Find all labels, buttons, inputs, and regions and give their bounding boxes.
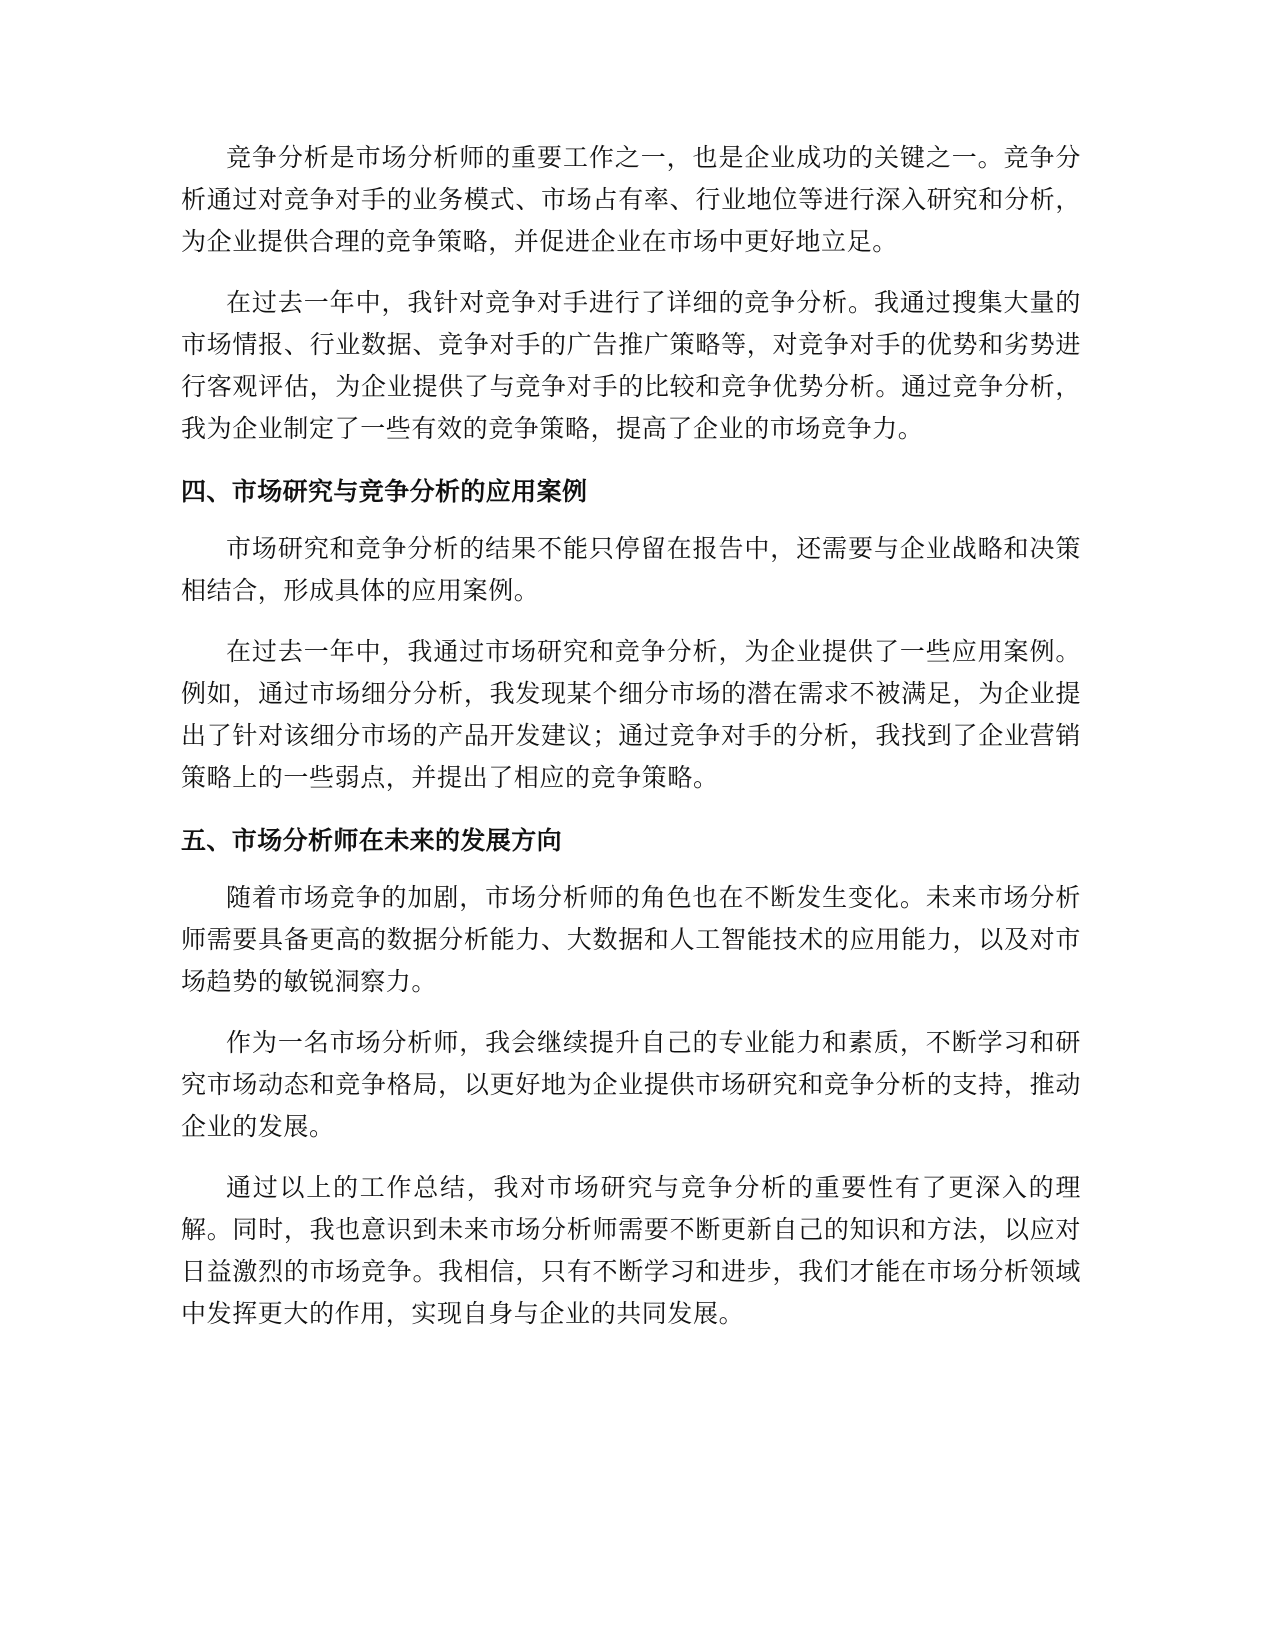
section-heading-application-cases: 四、市场研究与竞争分析的应用案例 <box>181 477 588 506</box>
document-page <box>181 137 1081 1354</box>
paragraph-competition-analysis-intro: 竞争分析是市场分析师的重要工作之一，也是企业成功的关键之一。竞争分析通过对竞争对手的业务模式、市场占有率、行业地位等进行深入研究和分析，为企业提供合理的竞争策略，并促进企业在市场中更好地立足。 <box>181 143 1081 256</box>
paragraph-future-self-improvement: 作为一名市场分析师，我会继续提升自己的专业能力和素质，不断学习和研究市场动态和竞争格局，以更好地为企业提供市场研究和竞争分析的支持，推动企业的发展。 <box>181 1028 1081 1141</box>
paragraph-application-intro: 市场研究和竞争分析的结果不能只停留在报告中，还需要与企业战略和决策相结合，形成具体的应用案例。 <box>181 534 1081 605</box>
paragraph-application-examples: 在过去一年中，我通过市场研究和竞争分析，为企业提供了一些应用案例。例如，通过市场细分分析，我发现某个细分市场的潜在需求不被满足，为企业提出了针对该细分市场的产品开发建议；通过竞争对手的分析，我找到了企业营销策略上的一些弱点，并提出了相应的竞争策略。 <box>181 637 1081 792</box>
section-heading-future-direction: 五、市场分析师在未来的发展方向 <box>181 826 563 855</box>
paragraph-competition-analysis-work: 在过去一年中，我针对竞争对手进行了详细的竞争分析。我通过搜集大量的市场情报、行业数据、竞争对手的广告推广策略等，对竞争对手的优势和劣势进行客观评估，为企业提供了与竞争对手的比较和竞争优势分析。通过竞争分析，我为企业制定了一些有效的竞争策略，提高了企业的市场竞争力。 <box>181 288 1081 443</box>
paragraph-future-role-change: 随着市场竞争的加剧，市场分析师的角色也在不断发生变化。未来市场分析师需要具备更高的数据分析能力、大数据和人工智能技术的应用能力，以及对市场趋势的敏锐洞察力。 <box>181 883 1081 996</box>
paragraph-summary-conclusion: 通过以上的工作总结，我对市场研究与竞争分析的重要性有了更深入的理解。同时，我也意识到未来市场分析师需要不断更新自己的知识和方法，以应对日益激烈的市场竞争。我相信，只有不断学习和进步，我们才能在市场分析领域中发挥更大的作用，实现自身与企业的共同发展。 <box>181 1173 1081 1328</box>
